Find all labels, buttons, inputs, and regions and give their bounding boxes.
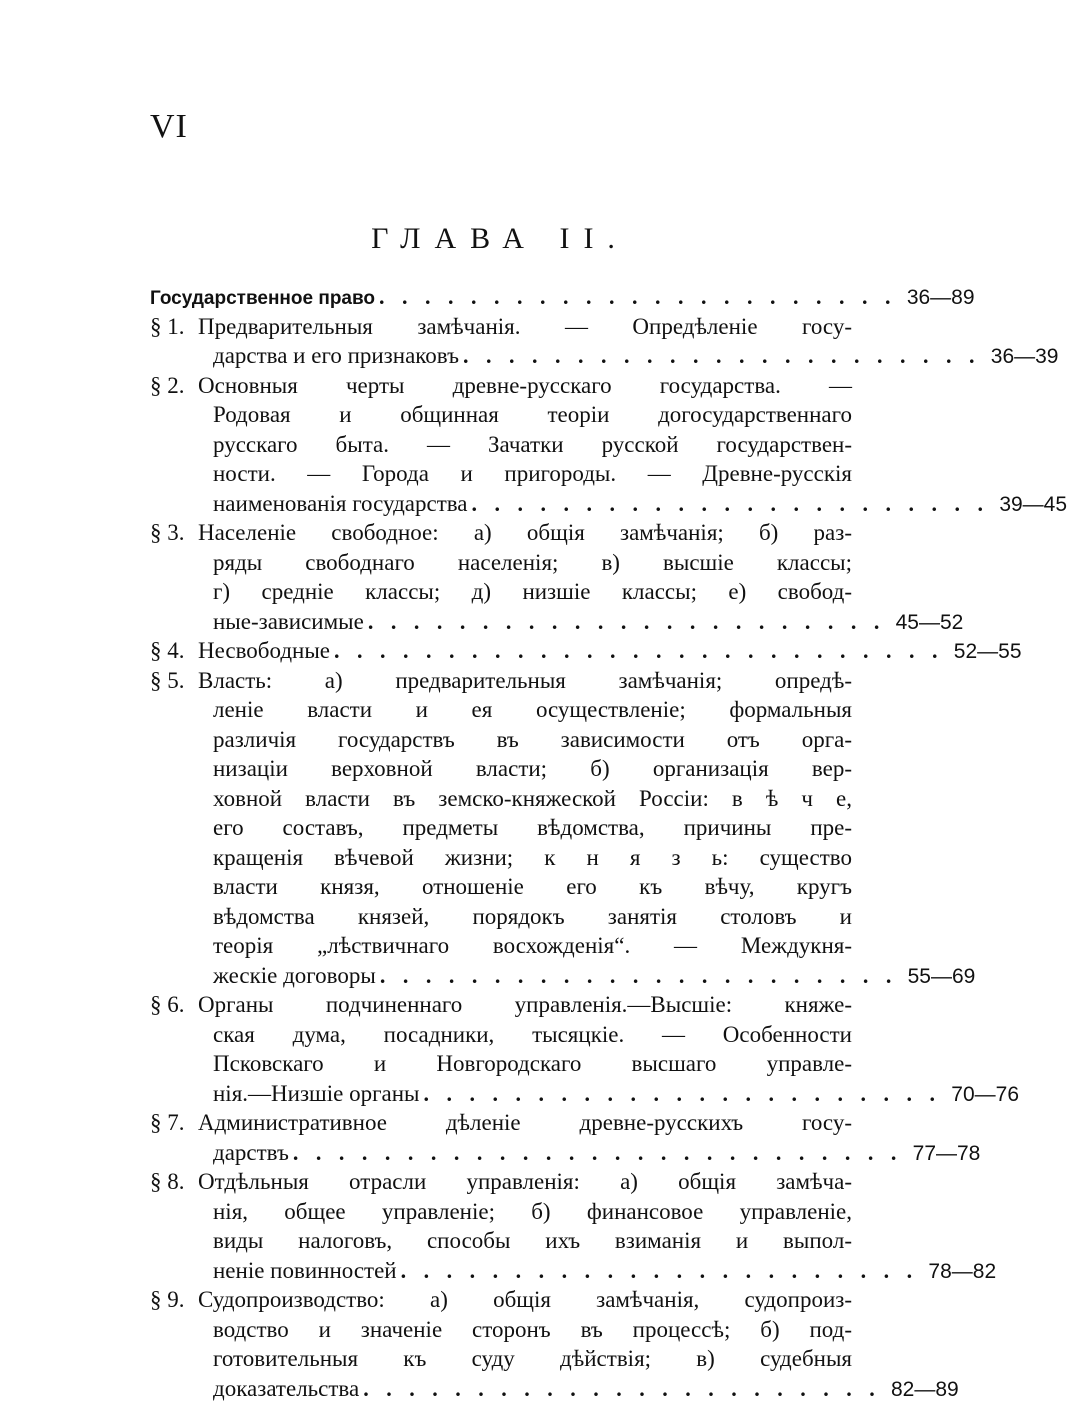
toc-line — [150, 1108, 852, 1138]
section-text: теорія „лѣствичнаго восхожденія“. — Междукня- — [213, 933, 852, 958]
section-pages: 52—55 — [953, 640, 1022, 663]
section-text: наименованія государства — [213, 490, 468, 516]
toc-line — [150, 400, 852, 430]
toc-line — [150, 1315, 852, 1345]
section-text: русскаго быта. — Зачатки русской государствен- — [213, 431, 852, 457]
leader-dots: . . . . . . . . . . . . . . . . . . . . . . . — [471, 490, 990, 516]
section-number: § 9. — [150, 1287, 185, 1312]
toc-line — [150, 489, 1067, 519]
leader-dots: . . . . . . . . . . . . . . . . . . . . . . . — [363, 1375, 881, 1401]
toc-section — [150, 1167, 997, 1285]
section-text: Основныя черты древне-русскаго государства. — — [198, 372, 852, 398]
section-text: ховной власти въ земско-княжеской Россіи: в ѣ ч е, — [213, 785, 852, 811]
section-text: Отдѣльныя отрасли управленія: а) общія замѣча- — [198, 1169, 852, 1194]
section-text: Населеніе свободное: а) общія замѣчанія; б) раз- — [198, 520, 852, 545]
toc-section — [150, 1285, 959, 1403]
section-number: § 6. — [150, 992, 185, 1017]
toc-line — [150, 1197, 852, 1227]
section-text: г) средніе классы; д) низшіе классы; е) свобод- — [213, 579, 852, 604]
toc-line — [150, 1256, 997, 1286]
section-text: Административное дѣленіе древне-русскихъ госу- — [198, 1110, 852, 1135]
section-text: различія государствъ въ зависимости отъ орга- — [213, 726, 852, 752]
table-of-contents — [150, 282, 1067, 1403]
toc-line — [150, 1049, 852, 1079]
toc-line — [150, 1079, 1019, 1109]
main-entry-pages: 36—89 — [906, 286, 975, 309]
section-number: § 3. — [150, 520, 185, 545]
section-text: доказательства — [213, 1375, 360, 1401]
toc-line — [150, 872, 852, 902]
toc-line — [150, 695, 852, 725]
section-pages: 39—45 — [999, 492, 1067, 516]
section-pages: 55—69 — [907, 964, 976, 988]
toc-line — [150, 754, 852, 784]
section-pages: 77—78 — [912, 1141, 981, 1165]
section-text: кращенія вѣчевой жизни; к н я з ь: существо — [213, 844, 852, 870]
section-number: § 8. — [150, 1169, 185, 1194]
toc-line — [150, 990, 852, 1020]
toc-line — [150, 518, 852, 548]
section-text: низаціи верховной власти; б) организація вер- — [213, 756, 852, 781]
section-text: ряды свободнаго населенія; в) высшіе классы; — [213, 549, 852, 575]
section-text: Власть: а) предварительныя замѣчанія; опредѣ- — [198, 667, 852, 693]
section-text: вѣдомства князей, порядокъ занятія столовъ и — [213, 903, 852, 929]
toc-line — [150, 430, 852, 460]
section-text: его составъ, предметы вѣдомства, причины пре- — [213, 815, 852, 840]
toc-line — [150, 1020, 852, 1050]
section-text: готовительныя къ суду дѣйствія; в) судебныя — [213, 1346, 852, 1371]
section-text: Родовая и общинная теоріи догосударственнаго — [213, 402, 852, 427]
toc-line — [150, 577, 852, 607]
section-pages: 78—82 — [928, 1259, 997, 1283]
leader-dots: . . . . . . . . . . . . . . . . . . . . . . . — [423, 1080, 941, 1106]
toc-line — [150, 784, 852, 814]
chapter-title: ГЛАВА II. — [371, 222, 629, 255]
toc-section — [150, 1108, 981, 1167]
leader-dots: . . . . . . . . . . . . . . . . . . . . . . . . . . . — [292, 1139, 903, 1165]
section-text: Несвободные — [198, 638, 331, 663]
section-text: Предварительныя замѣчанія. — Опредѣленіе госу- — [198, 313, 852, 339]
section-number: § 5. — [150, 667, 185, 693]
toc-line — [150, 341, 1059, 371]
section-text: ская дума, посадники, тысяцкіе. — Особенности — [213, 1021, 852, 1047]
page-number: VI — [150, 108, 188, 145]
section-text: дарства и его признаковъ — [213, 343, 459, 368]
toc-line — [150, 666, 852, 696]
main-entry-title: Государственное право — [150, 288, 376, 309]
section-text: нія, общее управленіе; б) финансовое управленіе, — [213, 1198, 852, 1224]
leader-dots: . . . . . . . . . . . . . . . . . . . . . . . — [367, 608, 886, 634]
toc-line — [150, 607, 964, 637]
toc-line — [150, 312, 852, 342]
toc-line — [150, 961, 976, 991]
section-text: Судопроизводство: а) общія замѣчанія, судопроиз- — [198, 1287, 852, 1312]
toc-section — [150, 371, 1067, 519]
toc-line — [150, 636, 1022, 666]
section-text: ные-зависимые — [213, 608, 364, 634]
section-text: Органы подчиненнаго управленія.—Высшіе: княже- — [198, 992, 852, 1017]
toc-line — [150, 725, 852, 755]
toc-line — [150, 931, 852, 961]
section-number: § 7. — [150, 1110, 185, 1135]
section-text: дарствъ — [213, 1139, 289, 1165]
toc-section — [150, 666, 976, 991]
section-text: Псковскаго и Новгородскаго высшаго управле- — [213, 1051, 852, 1076]
toc-line — [150, 1226, 852, 1256]
toc-line — [150, 1374, 959, 1404]
section-pages: 82—89 — [890, 1377, 959, 1401]
toc-sections — [150, 312, 1067, 1404]
toc-line — [150, 371, 852, 401]
section-text: жескіе договоры — [213, 962, 376, 988]
toc-line — [150, 1344, 852, 1374]
toc-line — [150, 1285, 852, 1315]
leader-dots: . . . . . . . . . . . . . . . . . . . . . . . — [400, 1257, 919, 1283]
toc-section — [150, 518, 964, 636]
toc-section — [150, 312, 1059, 371]
section-text: власти князя, отношеніе его къ вѣчу, кругъ — [213, 874, 852, 899]
section-pages: 36—39 — [990, 345, 1059, 368]
section-text: нія.—Низшіе органы — [213, 1080, 420, 1106]
leader-dots: . . . . . . . . . . . . . . . . . . . . . . . . . . . — [334, 638, 944, 663]
toc-main-entry — [150, 282, 975, 312]
leader-dots: . . . . . . . . . . . . . . . . . . . . . . . — [462, 343, 981, 368]
toc-line — [150, 459, 852, 489]
section-pages: 45—52 — [895, 610, 964, 634]
section-text: водство и значеніе сторонъ въ процессѣ; б) под- — [213, 1316, 852, 1342]
toc-line — [150, 1138, 981, 1168]
toc-line — [150, 1167, 852, 1197]
leader-dots: . . . . . . . . . . . . . . . . . . . . . . . — [379, 284, 897, 309]
toc-line — [150, 548, 852, 578]
toc-line — [150, 843, 852, 873]
section-text: неніе повинностей — [213, 1257, 397, 1283]
section-text: ности. — Города и пригороды. — Древне-русскія — [213, 461, 852, 486]
section-text: леніе власти и ея осуществленіе; формальныя — [213, 697, 852, 722]
toc-line — [150, 813, 852, 843]
section-pages: 70—76 — [951, 1082, 1019, 1106]
toc-section — [150, 990, 1019, 1108]
section-number: § 4. — [150, 638, 185, 663]
section-number: § 2. — [150, 372, 185, 398]
section-number: § 1. — [150, 313, 185, 339]
leader-dots: . . . . . . . . . . . . . . . . . . . . . . . — [379, 962, 898, 988]
toc-line — [150, 902, 852, 932]
toc-section — [150, 636, 1022, 666]
section-text: виды налоговъ, способы ихъ взиманія и выпол- — [213, 1228, 852, 1253]
